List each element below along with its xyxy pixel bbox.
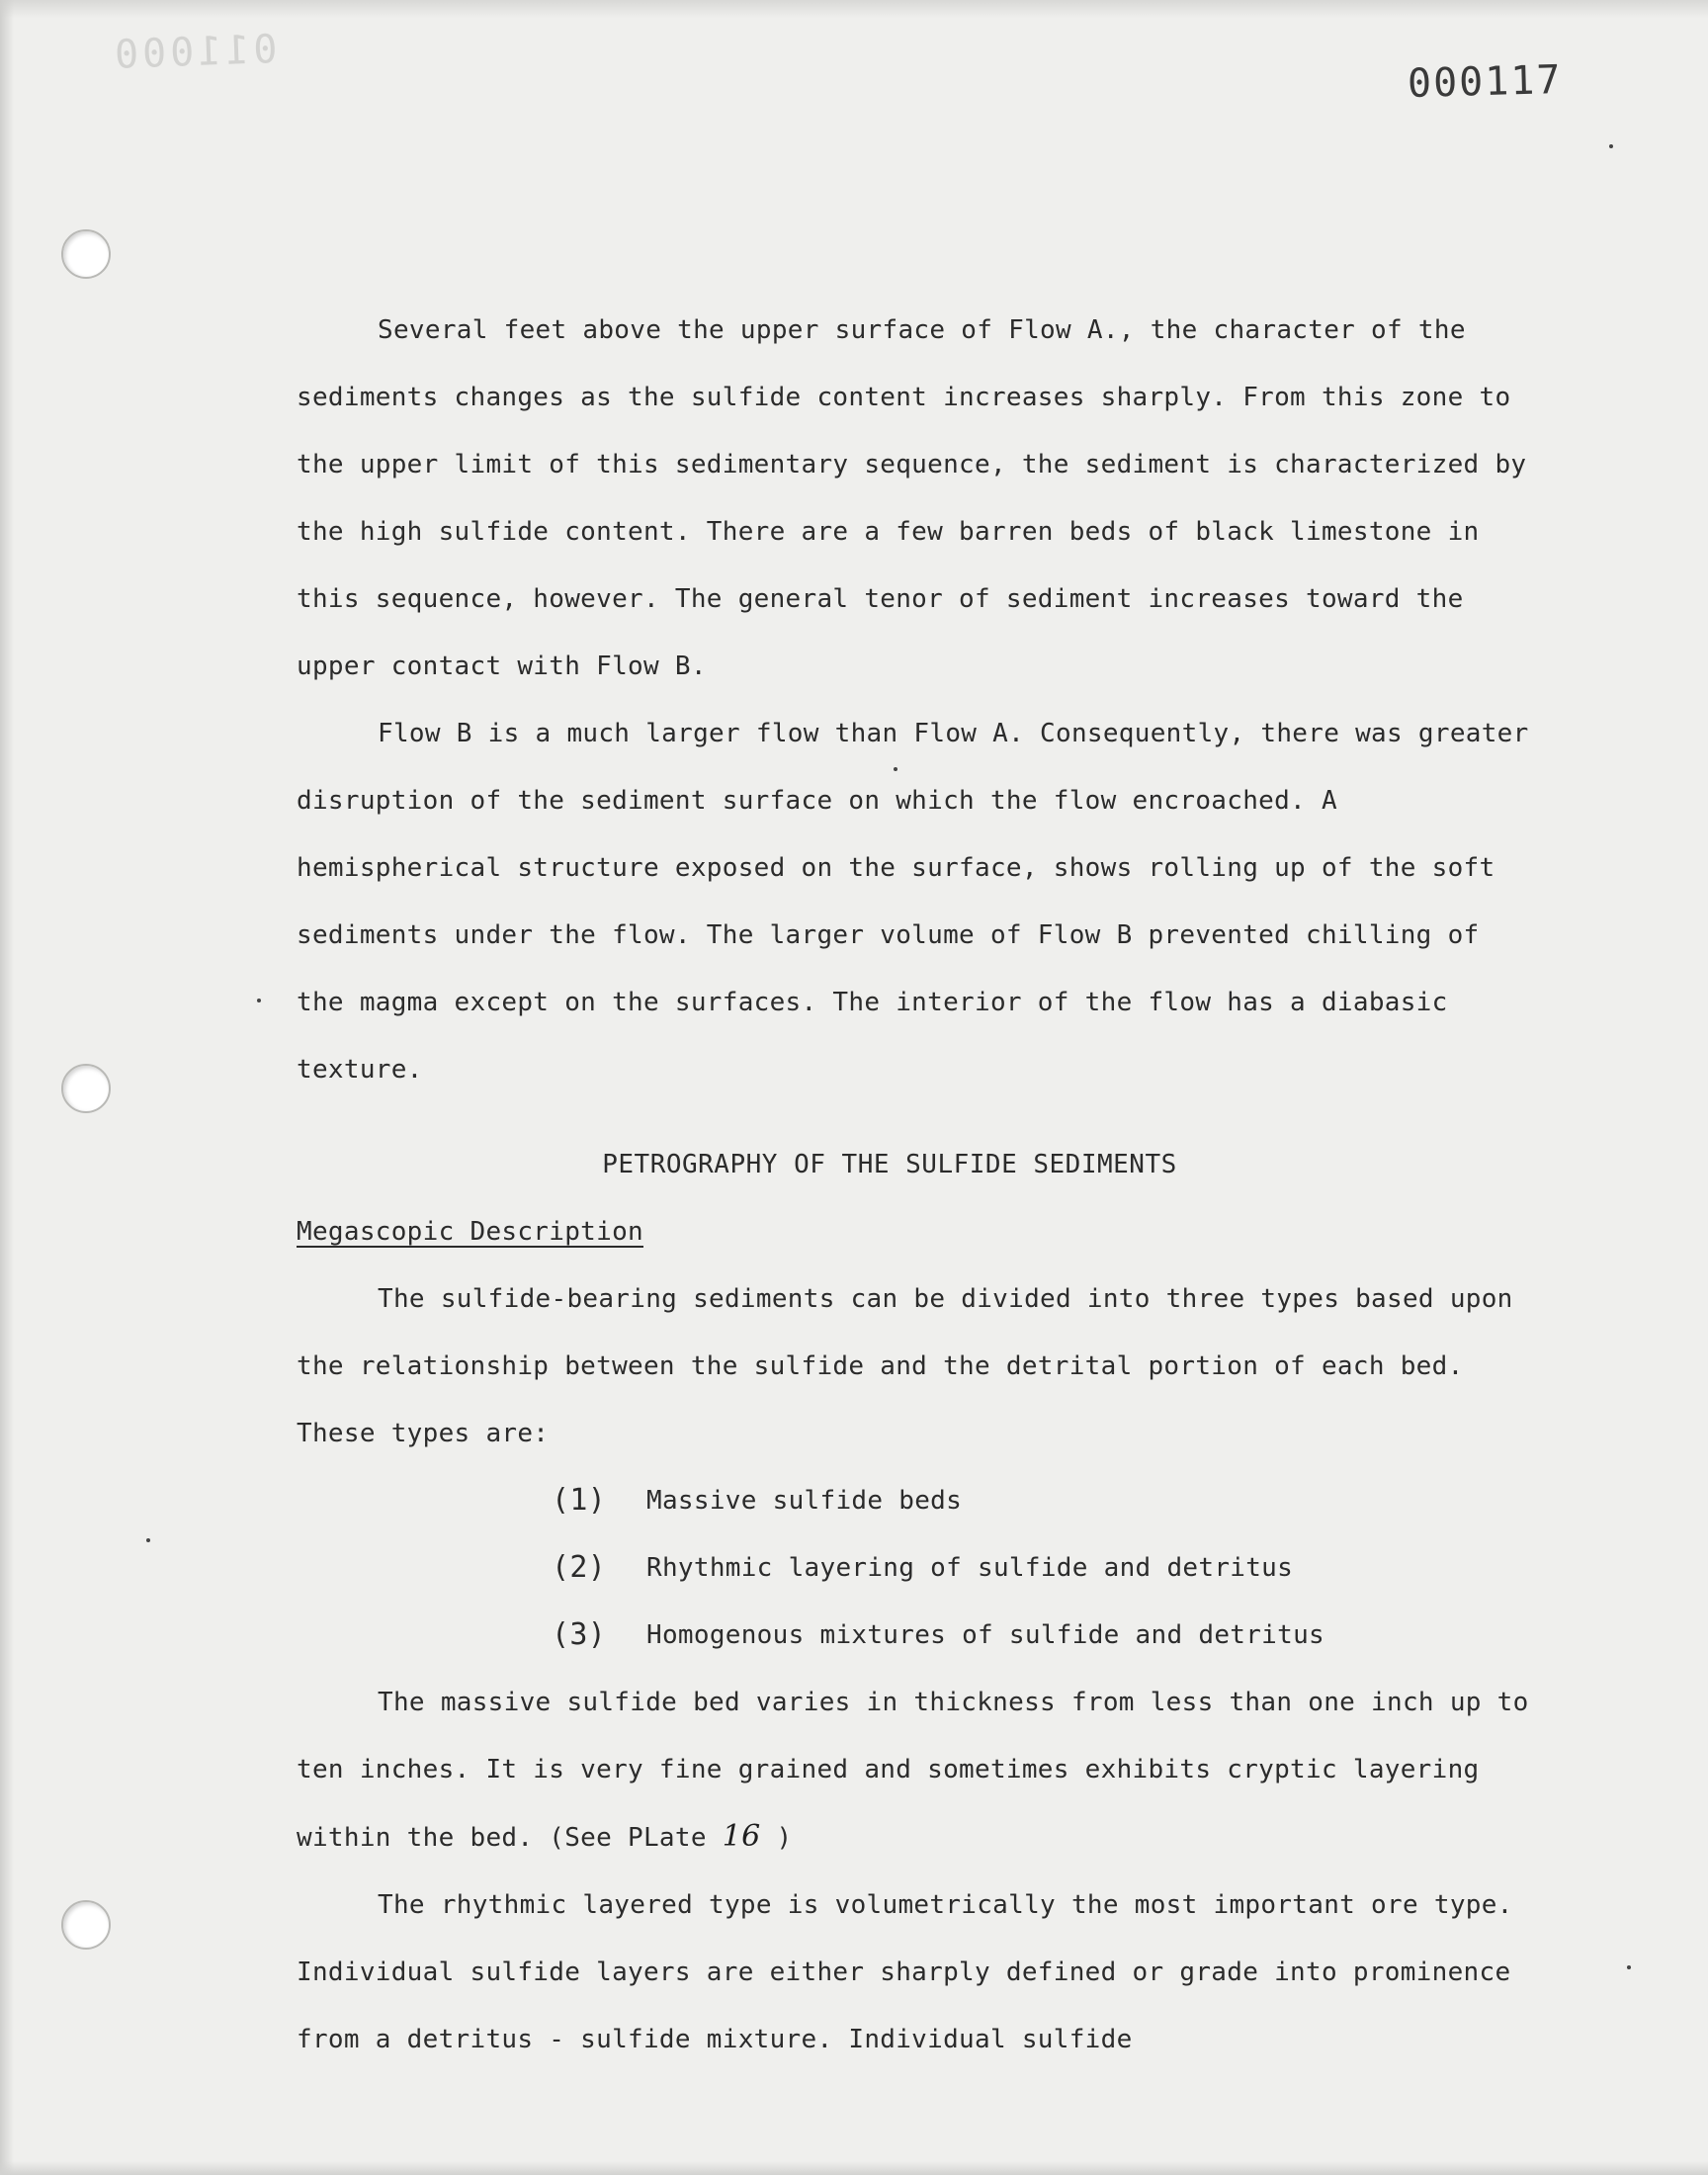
paragraph: Flow B is a much larger flow than Flow A. Consequently, there was greater disruption of the sediment surface on which the flow encroached. A hemispherical structure exposed on the surface, shows rolling up of the soft sediments under the flow. The larger volume of Flow B prevented chilling of the magma except on the surfaces. The interior of the flow has a diabasic texture. <box>297 719 1529 1085</box>
paragraph-text: The massive sulfide bed varies in thickness from less than one inch up to ten inches. It is very fine grained and sometimes exhibits cryptic layering within the bed. (See PLate <box>297 1688 1529 1853</box>
page-edge-shadow <box>0 2161 1708 2175</box>
list-item-number: (1) <box>552 1483 607 1518</box>
handwritten-plate-number: 16 <box>722 1819 761 1854</box>
scan-speck <box>146 1538 150 1542</box>
list-item <box>297 1534 1542 1602</box>
bleed-through-number: 011000 <box>110 27 279 78</box>
scan-speck <box>894 767 897 771</box>
scan-speck <box>1627 1965 1631 1969</box>
page-edge-shadow <box>0 0 14 2175</box>
page-edge-shadow <box>0 0 1708 18</box>
paragraph-text-end: ) <box>776 1823 793 1853</box>
section-heading: PETROGRAPHY OF THE SULFIDE SEDIMENTS <box>602 1150 1177 1179</box>
punch-hole <box>61 229 111 279</box>
subsection-heading-text: Megascopic Description <box>297 1217 643 1247</box>
subsection-heading <box>297 1198 1542 1265</box>
scan-speck <box>1609 144 1613 148</box>
page-number: 000117 <box>1407 56 1564 108</box>
punch-hole <box>61 1900 111 1950</box>
list-item <box>297 1467 1542 1534</box>
paragraph <box>297 1669 1542 1871</box>
list-item-text: Homogenous mixtures of sulfide and detritus <box>646 1620 1324 1650</box>
list-item-text: Rhythmic layering of sulfide and detritus <box>646 1553 1294 1583</box>
paragraph: The sulfide-bearing sediments can be divided into three types based upon the relationship between the sulfide and the detrital portion of each bed. These types are: <box>297 1284 1513 1448</box>
body-text <box>297 297 1542 2073</box>
paragraph: Several feet above the upper surface of Flow A., the character of the sediments changes as the sulfide content increases sharply. From this zone to the upper limit of this sedimentary sequence, the sediment is characterized by the high sulfide content. There are a few barren beds of black limestone in this sequence, however. The general tenor of sediment increases toward the upper contact with Flow B. <box>297 315 1527 681</box>
list-item-number: (2) <box>552 1550 607 1585</box>
list-item <box>297 1602 1542 1669</box>
scan-speck <box>257 999 261 1002</box>
punch-hole <box>61 1064 111 1113</box>
paragraph: The rhythmic layered type is volumetrically the most important ore type. Individual sulfide layers are either sharply defined or grade into prominence from a detritus - sulfide mixture. Individual sulfide <box>297 1890 1513 2054</box>
list-item-number: (3) <box>552 1617 607 1652</box>
types-list <box>297 1467 1542 1669</box>
list-item-text: Massive sulfide beds <box>646 1486 963 1516</box>
